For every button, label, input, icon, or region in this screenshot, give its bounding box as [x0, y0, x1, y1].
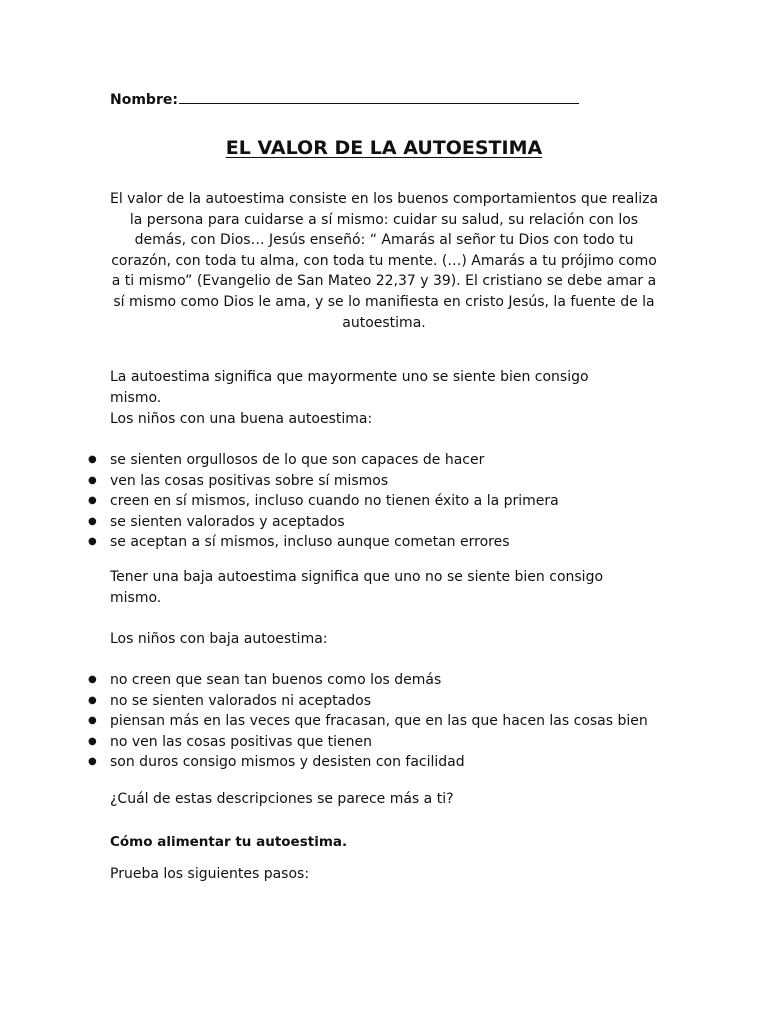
bullet-icon: ● — [88, 454, 97, 465]
list-buena-autoestima — [0, 450, 559, 553]
intro-paragraph: El valor de la autoestima consiste en los buenos comportamientos que realiza la persona para cuidarse a sí mismo: cuidar su salud, su relación con los demás, con Dios… Jesús enseñó: “ Amarás al señor tu Dios con todo tu corazón, con toda tu alma, con toda tu mente. (…) Amarás a tu prójimo como a ti mismo” (Evangelio de San Mateo 22,37 y 39). El cristiano se debe amar a sí mismo como Dios le ama, y se lo manifiesta en cristo Jesús, la fuente de la autoestima. — [109, 191, 659, 331]
document-title — [0, 137, 768, 159]
list-item: ● piensan más en las veces que fracasan, que en las que hacen las cosas bien — [0, 711, 648, 732]
bullet-icon: ● — [88, 495, 97, 506]
nombre-blank-line — [179, 89, 579, 104]
list-item: ● creen en sí mismos, incluso cuando no tienen éxito a la primera — [0, 491, 559, 512]
paragraph-pregunta: ¿Cuál de estas descripciones se parece más a ti? — [110, 791, 454, 807]
list-baja-autoestima — [0, 670, 648, 773]
bullet-icon: ● — [88, 536, 97, 547]
bullet-icon: ● — [88, 715, 97, 726]
bullet-icon: ● — [88, 474, 97, 486]
list-item: ● se aceptan a sí mismos, incluso aunque cometan errores — [0, 532, 559, 553]
paragraph-pasos: Prueba los siguientes pasos: — [110, 866, 310, 882]
bullet-icon: ● — [88, 694, 97, 706]
list-item: ● ven las cosas positivas sobre sí mismos — [0, 471, 559, 492]
list-item: ● no creen que sean tan buenos como los demás — [0, 670, 648, 691]
document-title-text: EL VALOR DE LA AUTOESTIMA — [225, 137, 543, 159]
nombre-field — [110, 89, 579, 108]
bullet-icon: ● — [88, 735, 97, 747]
bullet-icon: ● — [88, 674, 97, 685]
list-item: ● no ven las cosas positivas que tienen — [0, 732, 648, 753]
list-item: ● se sienten orgullosos de lo que son capaces de hacer — [0, 450, 559, 471]
list-item: ● son duros consigo mismos y desisten con facilidad — [0, 752, 648, 773]
paragraph-baja-autoestima: Tener una baja autoestima significa que uno no se siente bien consigo mismo. — [110, 569, 604, 606]
bullet-icon: ● — [88, 515, 97, 527]
list-item: ● se sienten valorados y aceptados — [0, 512, 559, 533]
paragraph-buena-autoestima-heading: Los niños con una buena autoestima: — [110, 411, 373, 427]
nombre-label: Nombre: — [110, 92, 178, 108]
paragraph-definicion: La autoestima significa que mayormente uno se siente bien consigo mismo. — [110, 369, 589, 406]
paragraph-baja-autoestima-heading: Los niños con baja autoestima: — [110, 631, 328, 647]
list-item: ● no se sienten valorados ni aceptados — [0, 691, 648, 712]
section-heading-alimentar: Cómo alimentar tu autoestima. — [110, 834, 348, 850]
bullet-icon: ● — [88, 756, 97, 767]
